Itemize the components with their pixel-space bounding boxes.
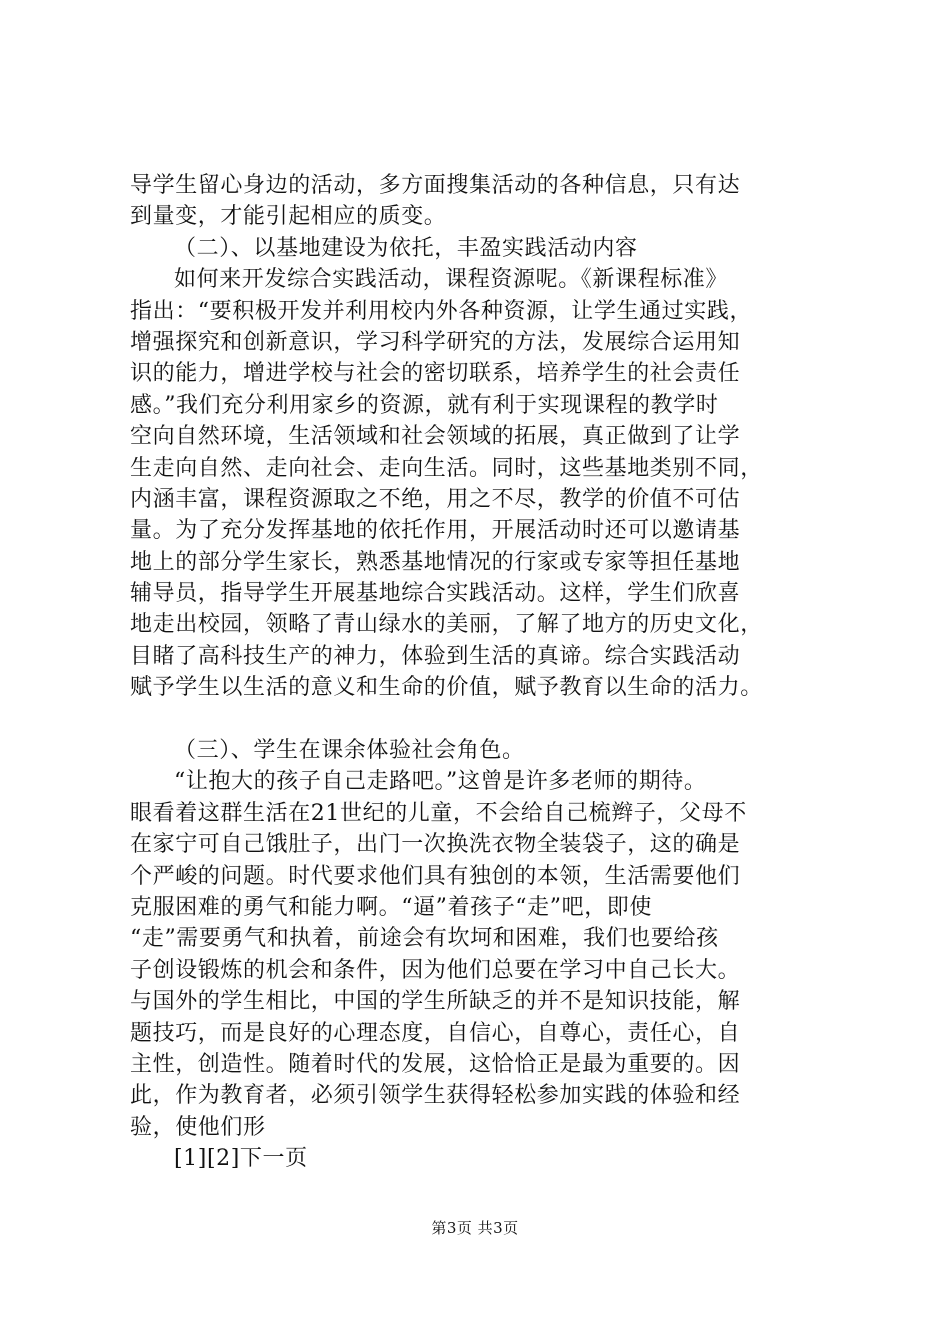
body-line: 生走向自然、走向社会、走向生活。同时，这些基地类别不同， — [130, 455, 763, 481]
body-line: 辅导员，指导学生开展基地综合实践活动。这样，学生们欣喜 — [130, 581, 741, 607]
body-line: 目睹了高科技生产的神力，体验到生活的真谛。综合实践活动 — [130, 643, 741, 669]
body-line: 克服困难的勇气和能力啊。“逼”着孩子“走”吧，即使 — [130, 894, 652, 920]
body-line: 子创设锻炼的机会和条件，因为他们总要在学习中自己长大。 — [130, 957, 741, 983]
body-line: 此，作为教育者，必须引领学生获得轻松参加实践的体验和经 — [130, 1083, 741, 1109]
page-number-footer: 第3页 共3页 — [431, 1219, 519, 1237]
body-line: 题技巧，而是良好的心理态度，自信心，自尊心，责任心，自 — [130, 1020, 741, 1046]
body-line: 验，使他们形 — [130, 1114, 266, 1140]
body-line: 地上的部分学生家长，熟悉基地情况的行家或专家等担任基地 — [130, 549, 741, 575]
body-line: 感。”我们充分利用家乡的资源，就有利于实现课程的教学时 — [130, 392, 719, 418]
body-line: “走”需要勇气和执着，前途会有坎坷和困难，我们也要给孩 — [130, 926, 719, 952]
section-heading-2: （二）、以基地建设为依托，丰盈实践活动内容 — [174, 235, 638, 261]
body-line: 量。为了充分发挥基地的依托作用，开展活动时还可以邀请基 — [130, 518, 741, 544]
body-line: “让抱大的孩子自己走路吧。”这曾是许多老师的期待。 — [174, 769, 707, 795]
body-line: 地走出校园，领略了青山绿水的美丽，了解了地方的历史文化， — [130, 612, 763, 638]
body-line: 指出：“要积极开发并利用校内外各种资源，让学生通过实践， — [130, 298, 753, 324]
pagination-links[interactable]: [1][2]下一页 — [174, 1146, 308, 1172]
body-line: 识的能力，增进学校与社会的密切联系，培养学生的社会责任 — [130, 361, 741, 387]
body-line: 空向自然环境，生活领域和社会领域的拓展，真正做到了让学 — [130, 424, 741, 450]
body-line: 如何来开发综合实践活动，课程资源呢。《新课程标准》 — [174, 267, 729, 293]
body-line: 到量变，才能引起相应的质变。 — [130, 204, 447, 230]
paragraph-gap — [130, 704, 850, 735]
body-line: 与国外的学生相比，中国的学生所缺乏的并不是知识技能，解 — [130, 989, 741, 1015]
body-line: 个严峻的问题。时代要求他们具有独创的本领，生活需要他们 — [130, 863, 741, 889]
body-line: 导学生留心身边的活动，多方面搜集活动的各种信息，只有达 — [130, 173, 741, 198]
body-line: 增强探究和创新意识，学习科学研究的方法，发展综合运用知 — [130, 329, 741, 355]
document-body — [130, 170, 850, 1175]
body-line: 内涵丰富，课程资源取之不绝，用之不尽，教学的价值不可估 — [130, 486, 741, 512]
body-line: 赋予学生以生活的意义和生命的价值，赋予教育以生命的活力。 — [130, 675, 763, 701]
body-line: 主性，创造性。随着时代的发展，这恰恰正是最为重要的。因 — [130, 1051, 741, 1077]
section-heading-3: （三）、学生在课余体验社会角色。 — [174, 738, 525, 764]
body-line: 眼看着这群生活在21世纪的儿童，不会给自己梳辫子，父母不 — [130, 800, 747, 826]
body-line: 在家宁可自己饿肚子，出门一次换洗衣物全装袋子，这的确是 — [130, 832, 741, 858]
